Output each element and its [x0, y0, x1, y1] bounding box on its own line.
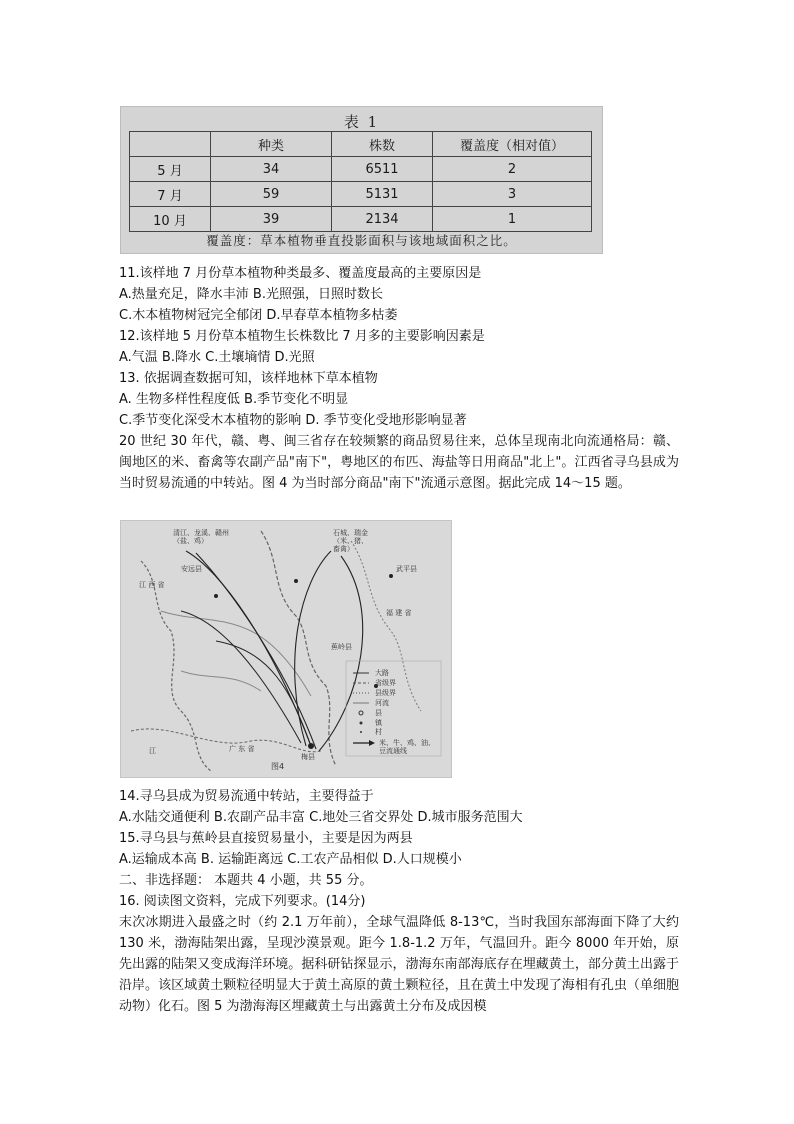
- q13-options-cd: C.季节变化深受木本植物的影响 D. 季节变化受地形影响显著: [119, 413, 467, 428]
- map-label-anyuan: 安远县: [181, 565, 202, 573]
- table-header-cell: 覆盖度（相对值）: [433, 132, 592, 157]
- map-label-fujian: 福 建 省: [386, 609, 412, 617]
- map-label-jiaoling: 蕉岭县: [331, 643, 352, 651]
- map-label-guangdong: 广 东 省: [229, 745, 255, 753]
- q11-options-cd: C.木本植物树冠完全郁闭 D.早春草本植物多枯萎: [119, 308, 398, 323]
- legend-label: 村: [375, 728, 382, 736]
- legend-label: 河流: [375, 699, 389, 707]
- table-title: 表 1: [343, 113, 380, 131]
- q14-stem: 14.寻乌县成为贸易流通中转站，主要得益于: [119, 789, 374, 804]
- q12-options: A.气温 B.降水 C.土壤墒情 D.光照: [119, 350, 315, 365]
- table-cell: 59: [211, 182, 332, 207]
- figure-caption: 图4: [271, 762, 285, 771]
- map-label-jiangxi: 江 西 省: [139, 581, 165, 589]
- q14-options: A.水陆交通便利 B.农副产品丰富 C.地处三省交界处 D.城市服务范围大: [119, 810, 523, 825]
- table-cell: 39: [211, 207, 332, 232]
- table-cell: 5 月: [130, 157, 211, 182]
- q11-stem: 11.该样地 7 月份草本植物种类最多、覆盖度最高的主要原因是: [119, 266, 482, 281]
- q13-options-ab: A. 生物多样性程度低 B.季节变化不明显: [119, 392, 349, 407]
- table-cell: 2134: [332, 207, 433, 232]
- q12-stem: 12.该样地 5 月份草本植物生长株数比 7 月多的主要影响因素是: [119, 329, 485, 344]
- table-cell: 7 月: [130, 182, 211, 207]
- map-label-meixian: 梅县: [301, 753, 315, 761]
- table-cell: 3: [433, 182, 592, 207]
- q16-stem: 16. 阅读图文资料，完成下列要求。(14分): [119, 894, 366, 909]
- q15-options: A.运输成本高 B. 运输距离远 C.工农产品相似 D.人口规模小: [119, 852, 462, 867]
- table-header-cell: 株数: [332, 132, 433, 157]
- table-row: [130, 207, 592, 232]
- legend-label: 镇: [375, 719, 382, 727]
- table-note: 覆盖度：草本植物垂直投影面积与该地域面积之比。: [206, 233, 517, 248]
- legend-label: 大路: [375, 669, 389, 677]
- q11-options-ab: A.热量充足，降水丰沛 B.光照强，日照时数长: [119, 287, 383, 302]
- table-cell: 2: [433, 157, 592, 182]
- material-paragraph: 20 世纪 30 年代，赣、粤、闽三省存在较频繁的商品贸易往来，总体呈现南北向流通格局：赣、闽地区的米、畜禽等农副产品"南下"，粤地区的布匹、海盐等日用商品"北上"。江西省寻乌县成为当时贸易流通的中转站。图 4 为当时部分商品"南下"流通示意图。据此完成 14～15 题。: [119, 434, 679, 491]
- q13-stem: 13. 依据调查数据可知，该样地林下草本植物: [119, 371, 378, 386]
- map-label-top-left: 清江、龙溪、赣州 （盐、鸡）: [173, 529, 229, 545]
- table-cell: 1: [433, 207, 592, 232]
- map-label-top-right: 石城、瑞金 （米、猪、 畜禽）: [333, 529, 368, 553]
- section-2-heading: 二、非选择题： 本题共 4 小题，共 55 分。: [119, 873, 373, 888]
- table-row: [130, 157, 592, 182]
- table-header-row: [130, 132, 592, 157]
- q15-stem: 15.寻乌县与蕉岭县直接贸易量小，主要是因为两县: [119, 831, 413, 846]
- map-label-wuping: 武平县: [396, 565, 417, 573]
- table-cell: 34: [211, 157, 332, 182]
- figure-4-map: [120, 520, 452, 778]
- table-header-cell: 种类: [211, 132, 332, 157]
- table-header-cell: [130, 132, 211, 157]
- table-cell: 5131: [332, 182, 433, 207]
- q16-paragraph: 末次冰期进入最盛之时（约 2.1 万年前），全球气温降低 8-13℃，当时我国东部海面下降了大约 130 米，渤海陆架出露，呈现沙漠景观。距今 1.8-1.2 万年，气温回升。距今 8000 年开始，原先出露的陆架又变成海洋环境。据科研钻探显示，渤海东南部海底存在埋藏黄土，部分黄土出露于沿岸。该区域黄土颗粒径明显大于黄土高原的黄土颗粒径，且在黄土中发现了海相有孔虫（单细胞动物）化石。图 5 为渤海海区埋藏黄土与出露黄土分布及成因模: [119, 915, 679, 1014]
- table-row: [130, 182, 592, 207]
- legend-label: 省级界: [375, 679, 396, 687]
- table-1-photo: [120, 106, 603, 254]
- legend-label: 县级界: [375, 689, 396, 697]
- map-label-jiang: 江: [149, 747, 156, 755]
- table-cell: 6511: [332, 157, 433, 182]
- legend-label: 米、牛、鸡、油、豆流通线: [379, 739, 435, 755]
- table-1: [129, 131, 592, 232]
- legend-label: 县: [375, 709, 382, 717]
- table-cell: 10 月: [130, 207, 211, 232]
